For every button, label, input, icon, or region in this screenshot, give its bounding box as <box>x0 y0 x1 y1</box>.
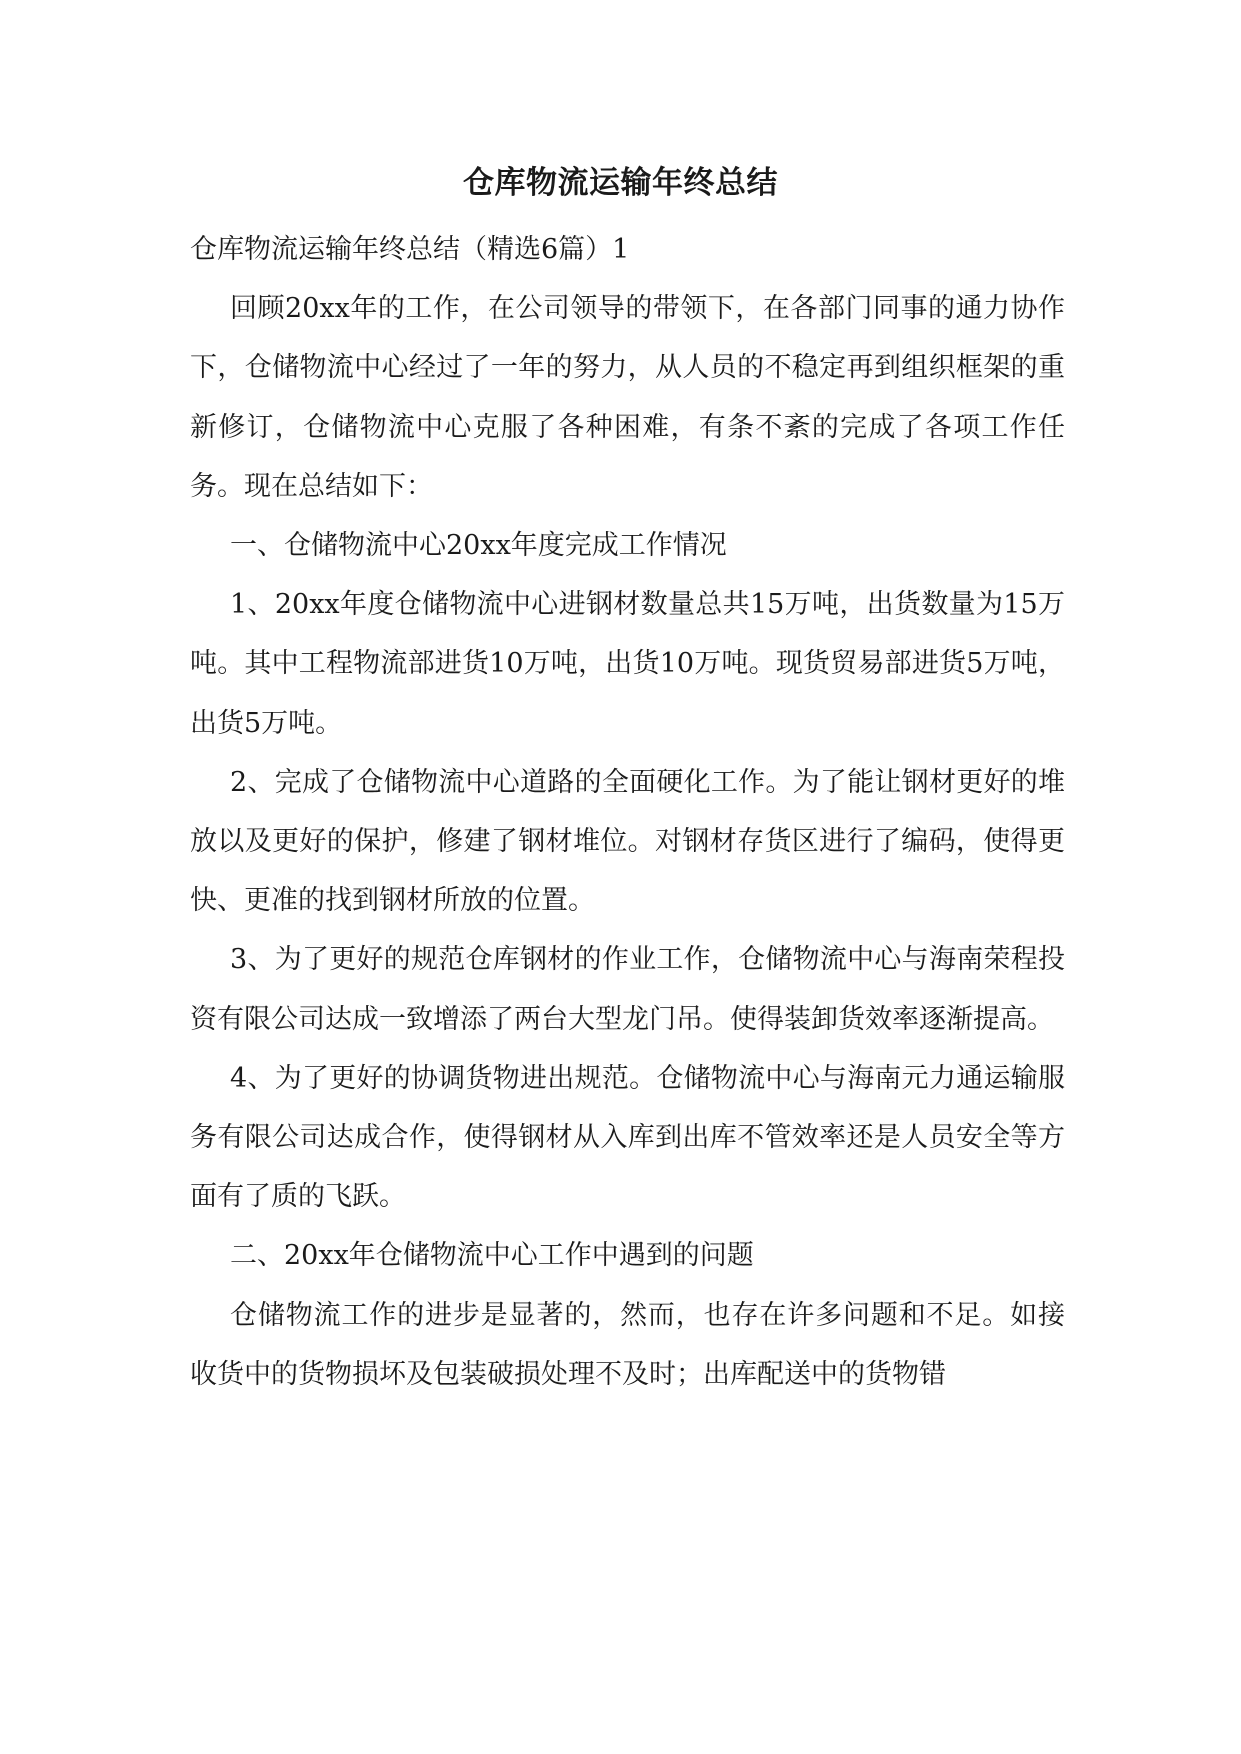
body-paragraph: 2、完成了仓储物流中心道路的全面硬化工作。为了能让钢材更好的堆放以及更好的保护，修建了钢材堆位。对钢材存货区进行了编码，使得更快、更准的找到钢材所放的位置。 <box>190 766 1065 917</box>
body-paragraph: 二、20xx年仓储物流中心工作中遇到的问题 <box>230 1240 754 1272</box>
body-paragraph: 仓库物流运输年终总结（精选6篇）1 <box>190 234 630 265</box>
document-body <box>190 220 1065 1404</box>
body-paragraph: 4、为了更好的协调货物进出规范。仓储物流中心与海南元力通运输服务有限公司达成合作，使得钢材从入库到出库不管效率还是人员安全等方面有了质的飞跃。 <box>190 1062 1065 1213</box>
body-paragraph: 一、仓储物流中心20xx年度完成工作情况 <box>230 530 727 562</box>
body-paragraph: 回顾20xx年的工作，在公司领导的带领下，在各部门同事的通力协作下，仓储物流中心经过了一年的努力，从人员的不稳定再到组织框架的重新修订，仓储物流中心克服了各种困难，有条不紊的完成了各项工作任务。现在总结如下： <box>190 293 1065 502</box>
body-paragraph: 1、20xx年度仓储物流中心进钢材数量总共15万吨，出货数量为15万吨。其中工程物流部进货10万吨，出货10万吨。现货贸易部进货5万吨，出货5万吨。 <box>190 589 1065 739</box>
document-title: 仓库物流运输年终总结 <box>463 165 778 201</box>
body-paragraph: 3、为了更好的规范仓库钢材的作业工作，仓储物流中心与海南荣程投资有限公司达成一致增添了两台大型龙门吊。使得装卸货效率逐渐提高。 <box>190 944 1065 1035</box>
body-paragraph: 仓储物流工作的进步是显著的，然而，也存在许多问题和不足。如接收货中的货物损坏及包装破损处理不及时；出库配送中的货物错 <box>190 1299 1065 1390</box>
